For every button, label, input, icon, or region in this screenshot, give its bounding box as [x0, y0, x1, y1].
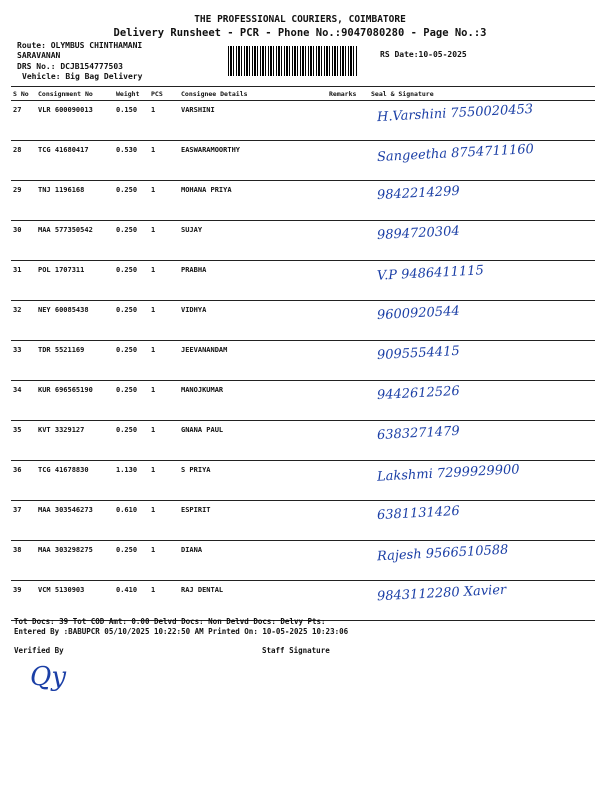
row-remarks [327, 581, 369, 621]
row-consignee: SUJAY [179, 221, 327, 261]
col-consignment: Consignment No [36, 87, 114, 101]
row-sno: 34 [11, 381, 36, 421]
col-signature: Seal & Signature [369, 87, 595, 101]
handwritten-signature: 9894720304 [376, 223, 461, 244]
row-signature [369, 181, 595, 221]
row-pcs: 1 [149, 381, 179, 421]
row-weight: 0.250 [114, 221, 149, 261]
row-weight: 0.250 [114, 261, 149, 301]
row-consignment: TDR 5521169 [36, 341, 114, 381]
row-sno: 35 [11, 421, 36, 461]
row-remarks [327, 341, 369, 381]
row-sno: 32 [11, 301, 36, 341]
row-weight: 0.530 [114, 141, 149, 181]
col-consignee: Consignee Details [179, 87, 327, 101]
row-remarks [327, 541, 369, 581]
row-remarks [327, 181, 369, 221]
verifier-signature: Qy [30, 662, 67, 692]
handwritten-signature: 9095554415 [376, 343, 461, 364]
row-weight: 1.130 [114, 461, 149, 501]
table-row [11, 141, 595, 181]
row-pcs: 1 [149, 261, 179, 301]
row-pcs: 1 [149, 541, 179, 581]
row-pcs: 1 [149, 301, 179, 341]
row-signature [369, 101, 595, 141]
staff-name: SARAVANAN [17, 51, 61, 60]
row-remarks [327, 461, 369, 501]
row-pcs: 1 [149, 421, 179, 461]
table-row [11, 341, 595, 381]
row-weight: 0.250 [114, 541, 149, 581]
row-pcs: 1 [149, 141, 179, 181]
row-remarks [327, 141, 369, 181]
row-consignment: VCM 5130903 [36, 581, 114, 621]
runsheet-subtitle: Delivery Runsheet - PCR - Phone No.:9047080280 - Page No.:3 [113, 27, 487, 39]
runsheet-table [11, 86, 595, 621]
row-signature [369, 341, 595, 381]
handwritten-signature: V.P 9486411115 [376, 263, 485, 284]
row-signature [369, 381, 595, 421]
table-row [11, 501, 595, 541]
row-consignment: TNJ 1196168 [36, 181, 114, 221]
row-signature [369, 501, 595, 541]
row-consignee: JEEVANANDAM [179, 341, 327, 381]
handwritten-signature: 6383271479 [376, 423, 461, 444]
row-consignment: MAA 577350542 [36, 221, 114, 261]
row-remarks [327, 381, 369, 421]
row-weight: 0.250 [114, 421, 149, 461]
row-sno: 28 [11, 141, 36, 181]
row-consignment: TCG 41678830 [36, 461, 114, 501]
table-row [11, 461, 595, 501]
row-pcs: 1 [149, 341, 179, 381]
handwritten-signature: Lakshmi 7299929900 [376, 462, 520, 485]
table-row [11, 301, 595, 341]
drs-number: DRS No.: DCJB154777503 [17, 62, 123, 71]
row-consignment: POL 1707311 [36, 261, 114, 301]
table-row [11, 181, 595, 221]
table-row [11, 221, 595, 261]
table-row [11, 421, 595, 461]
row-consignee: GNANA PAUL [179, 421, 327, 461]
row-pcs: 1 [149, 581, 179, 621]
staff-signature-label: Staff Signature [262, 646, 330, 655]
verified-by-label: Verified By [14, 646, 64, 655]
table-row [11, 381, 595, 421]
totals-line: Tot Docs: 39 Tot COD Amt: 0.00 Delvd Docs: Non Delvd Docs: Delvy Pts: [14, 617, 326, 626]
row-weight: 0.250 [114, 181, 149, 221]
row-weight: 0.610 [114, 501, 149, 541]
handwritten-signature: Rajesh 9566510588 [376, 542, 509, 565]
row-sno: 29 [11, 181, 36, 221]
row-remarks [327, 501, 369, 541]
row-remarks [327, 261, 369, 301]
col-sno: S No [11, 87, 36, 101]
table-row [11, 261, 595, 301]
row-pcs: 1 [149, 101, 179, 141]
row-pcs: 1 [149, 461, 179, 501]
vehicle-label: Vehicle: Big Bag Delivery [22, 72, 143, 81]
row-sno: 33 [11, 341, 36, 381]
row-signature [369, 261, 595, 301]
row-sno: 30 [11, 221, 36, 261]
row-sno: 31 [11, 261, 36, 301]
row-consignee: DIANA [179, 541, 327, 581]
table-header-row [11, 87, 595, 101]
company-title: THE PROFESSIONAL COURIERS, COIMBATORE [194, 14, 406, 25]
row-weight: 0.250 [114, 301, 149, 341]
row-consignment: TCG 41680417 [36, 141, 114, 181]
handwritten-signature: Sangeetha 8754711160 [376, 141, 535, 166]
table-row [11, 581, 595, 621]
row-remarks [327, 221, 369, 261]
row-consignee: ESPIRIT [179, 501, 327, 541]
row-signature [369, 541, 595, 581]
drs-barcode [228, 46, 358, 76]
row-weight: 0.250 [114, 381, 149, 421]
row-consignment: KVT 3329127 [36, 421, 114, 461]
row-consignment: MAA 303546273 [36, 501, 114, 541]
col-pcs: PCS [149, 87, 179, 101]
handwritten-signature: 6381131426 [376, 503, 461, 524]
row-signature [369, 421, 595, 461]
row-consignee: MOHANA PRIYA [179, 181, 327, 221]
row-remarks [327, 301, 369, 341]
row-signature [369, 461, 595, 501]
row-consignee: MANOJKUMAR [179, 381, 327, 421]
row-sno: 38 [11, 541, 36, 581]
row-sno: 39 [11, 581, 36, 621]
row-signature [369, 301, 595, 341]
rs-date: RS Date:10-05-2025 [380, 50, 467, 59]
row-signature [369, 141, 595, 181]
row-consignment: KUR 696565190 [36, 381, 114, 421]
row-pcs: 1 [149, 221, 179, 261]
row-consignee: S PRIYA [179, 461, 327, 501]
table-row [11, 541, 595, 581]
row-consignee: VARSHINI [179, 101, 327, 141]
handwritten-signature: 9600920544 [376, 303, 461, 324]
row-sno: 37 [11, 501, 36, 541]
row-signature [369, 221, 595, 261]
row-consignment: MAA 303298275 [36, 541, 114, 581]
row-consignment: NEY 60085438 [36, 301, 114, 341]
row-weight: 0.410 [114, 581, 149, 621]
row-sno: 27 [11, 101, 36, 141]
row-signature [369, 581, 595, 621]
handwritten-signature: 9843112280 Xavier [376, 582, 507, 605]
row-pcs: 1 [149, 181, 179, 221]
row-consignee: VIDHYA [179, 301, 327, 341]
row-weight: 0.250 [114, 341, 149, 381]
row-pcs: 1 [149, 501, 179, 541]
row-consignee: PRABHA [179, 261, 327, 301]
row-weight: 0.150 [114, 101, 149, 141]
row-consignee: EASWARAMOORTHY [179, 141, 327, 181]
row-consignment: VLR 600090013 [36, 101, 114, 141]
table-row [11, 101, 595, 141]
row-remarks [327, 101, 369, 141]
handwritten-signature: H.Varshini 7550020453 [376, 101, 534, 126]
row-consignee: RAJ DENTAL [179, 581, 327, 621]
col-remarks: Remarks [327, 87, 369, 101]
entered-by-line: Entered By :BABUPCR 05/10/2025 10:22:50 AM Printed On: 10-05-2025 10:23:06 [14, 627, 349, 636]
col-weight: Weight [114, 87, 149, 101]
handwritten-signature: 9442612526 [376, 383, 461, 404]
handwritten-signature: 9842214299 [376, 183, 461, 204]
row-sno: 36 [11, 461, 36, 501]
route-label: Route: OLYMBUS CHINTHAMANI [17, 41, 143, 50]
row-remarks [327, 421, 369, 461]
